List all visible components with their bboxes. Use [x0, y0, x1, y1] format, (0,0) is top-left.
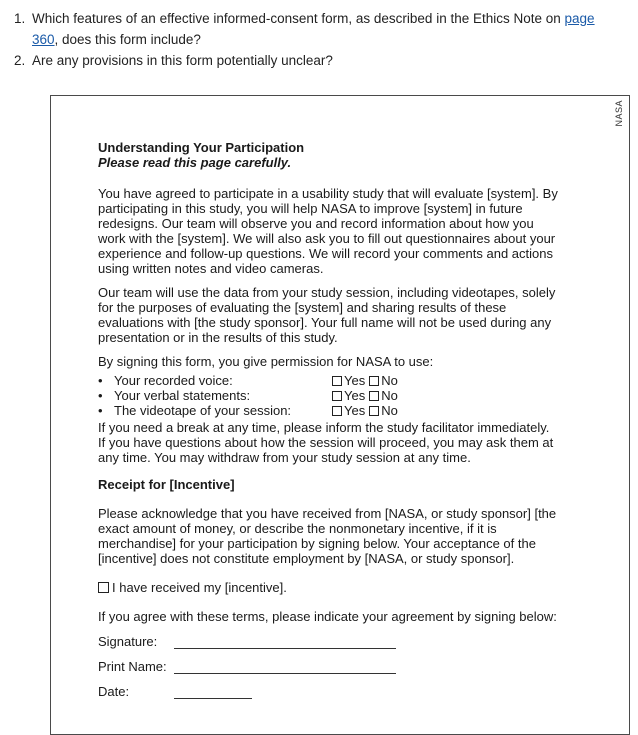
data-usage-paragraph: Our team will use the data from your study session, including videotapes, solely for the purposes of evaluating the [system] and sharing results of these evaluations with [the study sponsor]. Your full name will not be used during any presentation or in the results of this study.: [98, 285, 556, 345]
page-link[interactable]: page: [564, 11, 595, 26]
permission-row-statements: [98, 388, 558, 403]
no-option[interactable]: No: [369, 388, 398, 403]
receipt-title: Receipt for [Incentive]: [98, 477, 235, 492]
receipt-paragraph: Please acknowledge that you have received from [NASA, or study sponsor] [the exact amount of money, or describe the nonmonetary incentive, if it is merchandise] for your participation by signing below. Your acceptance of the [incentive] does not constitute employment by [NASA, or study sponsor].: [98, 506, 557, 566]
permission-label: The videotape of your session:: [114, 403, 292, 418]
question-number: 1.: [14, 11, 26, 26]
agreement-paragraph: If you agree with these terms, please indicate your agreement by signing below:: [98, 609, 557, 624]
checkbox[interactable]: [332, 391, 342, 401]
question-text: Are any provisions in this form potentially unclear?: [32, 53, 333, 68]
permission-row-voice: [98, 373, 558, 388]
yes-option[interactable]: Yes: [332, 373, 365, 388]
yes-option[interactable]: Yes: [332, 403, 365, 418]
question-number: 2.: [14, 53, 26, 68]
question-1: [14, 8, 626, 50]
signature-label: Signature:: [98, 634, 158, 649]
print-name-label: Print Name:: [98, 659, 167, 674]
break-paragraph: If you need a break at any time, please inform the study facilitator immediately. If you have questions about how the session will proceed, you may ask them at any time. You may withdraw from your study session at any time.: [98, 420, 554, 465]
permission-intro: By signing this form, you give permission for NASA to use:: [98, 354, 434, 369]
permission-label: Your verbal statements:: [114, 388, 251, 403]
permission-row-videotape: [98, 403, 558, 418]
signature-line[interactable]: [174, 635, 396, 649]
signature-row: [98, 634, 558, 649]
checkbox[interactable]: [369, 391, 379, 401]
no-option[interactable]: No: [369, 403, 398, 418]
checkbox[interactable]: [332, 376, 342, 386]
no-option[interactable]: No: [369, 373, 398, 388]
study-description-paragraph: You have agreed to participate in a usability study that will evaluate [system]. By participating in this study, you will help NASA to improve [system] in future redesigns. Our team will observe you and record information about how you work with the [system]. We will also ask you to fill out questionnaires about your experience and follow-up questions. We will record your comments and actions using written notes and video cameras.: [98, 186, 558, 276]
date-line[interactable]: [174, 685, 252, 699]
page-number-link[interactable]: 360: [32, 32, 55, 47]
form-heading: Understanding Your Participation: [98, 140, 305, 155]
discussion-questions: [14, 8, 626, 71]
checkbox[interactable]: [369, 376, 379, 386]
date-label: Date:: [98, 684, 130, 699]
question-2: [14, 50, 626, 71]
print-name-row: [98, 659, 558, 674]
form-subheading: Please read this page carefully.: [98, 155, 292, 170]
nasa-side-label: NASA: [614, 100, 624, 127]
checkbox[interactable]: [332, 406, 342, 416]
date-row: [98, 684, 558, 699]
incentive-received-checkbox-row[interactable]: [98, 580, 558, 595]
question-text: Which features of an effective informed-consent form, as described in the Ethics Note on page 360, does this form include?: [32, 11, 595, 47]
bullet: •: [98, 388, 103, 403]
checkbox[interactable]: [369, 406, 379, 416]
permission-list: [98, 373, 558, 418]
bullet: •: [98, 373, 103, 388]
bullet: •: [98, 403, 103, 418]
checkbox[interactable]: [98, 582, 109, 593]
consent-form: [98, 140, 558, 699]
incentive-received-label: I have received my [incentive].: [112, 580, 287, 595]
permission-label: Your recorded voice:: [114, 373, 233, 388]
print-name-line[interactable]: [174, 660, 396, 674]
yes-option[interactable]: Yes: [332, 388, 365, 403]
